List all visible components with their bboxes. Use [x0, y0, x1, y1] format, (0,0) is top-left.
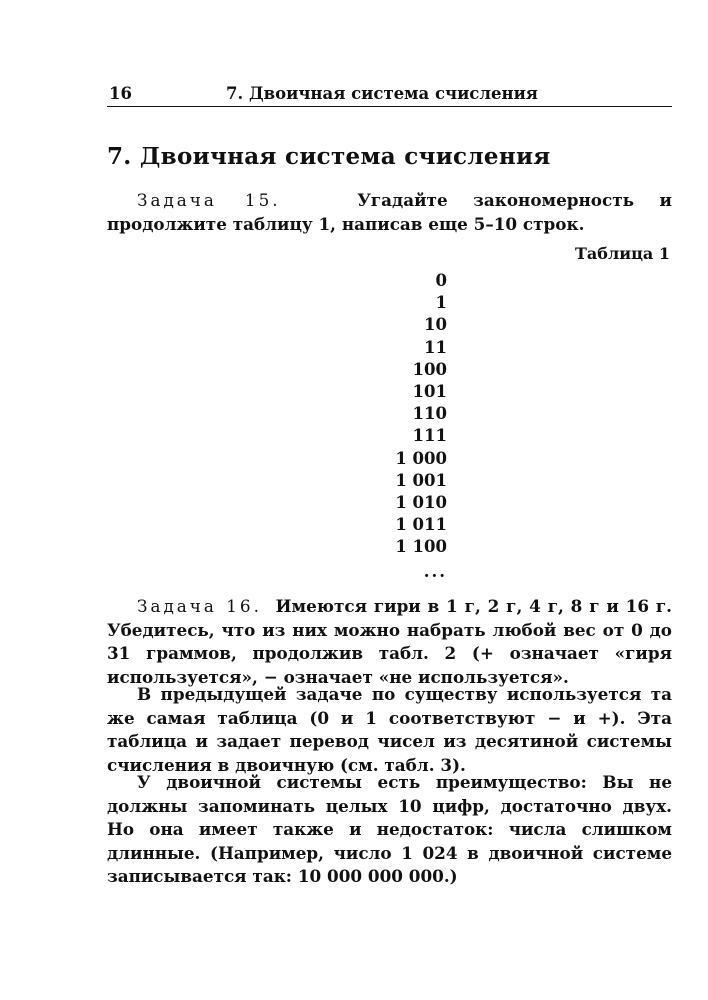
table-row: 1 010: [395, 492, 447, 512]
paragraph-binary-advantage: У двоичной системы есть преимущество: Вы не должны запоминать целых 10 цифр, достаточно двух. Но она имеет также и недостаток: числа слишком длинные. (Например, число 1 024 в двоичной системе записывается так: 10 000 000 000.): [107, 772, 672, 886]
problem-15-text: Угадайте закономерность и продолжите таблицу 1, написав еще 5–10 строк.: [107, 190, 672, 234]
table-row: 1 011: [395, 515, 447, 535]
problem-15: [107, 189, 672, 236]
problem-16-text: Имеются гири в 1 г, 2 г, 4 г, 8 г и 16 г. Убедитесь, что из них можно набрать любой вес от 0 до 31 граммов, продолжив табл. 2 (+ означает «гиря используется», − означает «не используется».: [107, 596, 672, 687]
table-row: 10: [424, 315, 447, 335]
chapter-title: 7. Двоичная система счисления: [107, 143, 551, 170]
table-row: 101: [412, 381, 447, 401]
problem-15-label: Задача 15.: [137, 190, 281, 210]
table-row: 11: [424, 337, 447, 357]
table-row: 110: [412, 404, 447, 424]
running-header: [107, 84, 672, 107]
problem-16-label: Задача 16.: [137, 596, 262, 616]
table-row: 1 000: [395, 448, 447, 468]
table-row: 1 100: [395, 537, 447, 557]
running-title: 7. Двоичная система счисления: [226, 84, 538, 103]
binary-number-table: [337, 270, 447, 558]
table-row: 1: [435, 293, 447, 313]
table-1-caption: Таблица 1: [575, 244, 670, 263]
table-row: 1 001: [395, 470, 447, 490]
paragraph-previous-task: В предыдущей задаче по существу используется та же самая таблица (0 и 1 соответствуют − и +). Эта таблица и задает перевод чисел из десятиной системы счисления в двоичную (см. табл. 3).: [107, 684, 672, 775]
table-ellipsis: ...: [423, 562, 447, 581]
table-row: 111: [412, 426, 447, 446]
table-row: 100: [412, 359, 447, 379]
table-row: 0: [435, 271, 447, 290]
page-number: 16: [109, 84, 132, 103]
problem-16: [107, 595, 672, 689]
